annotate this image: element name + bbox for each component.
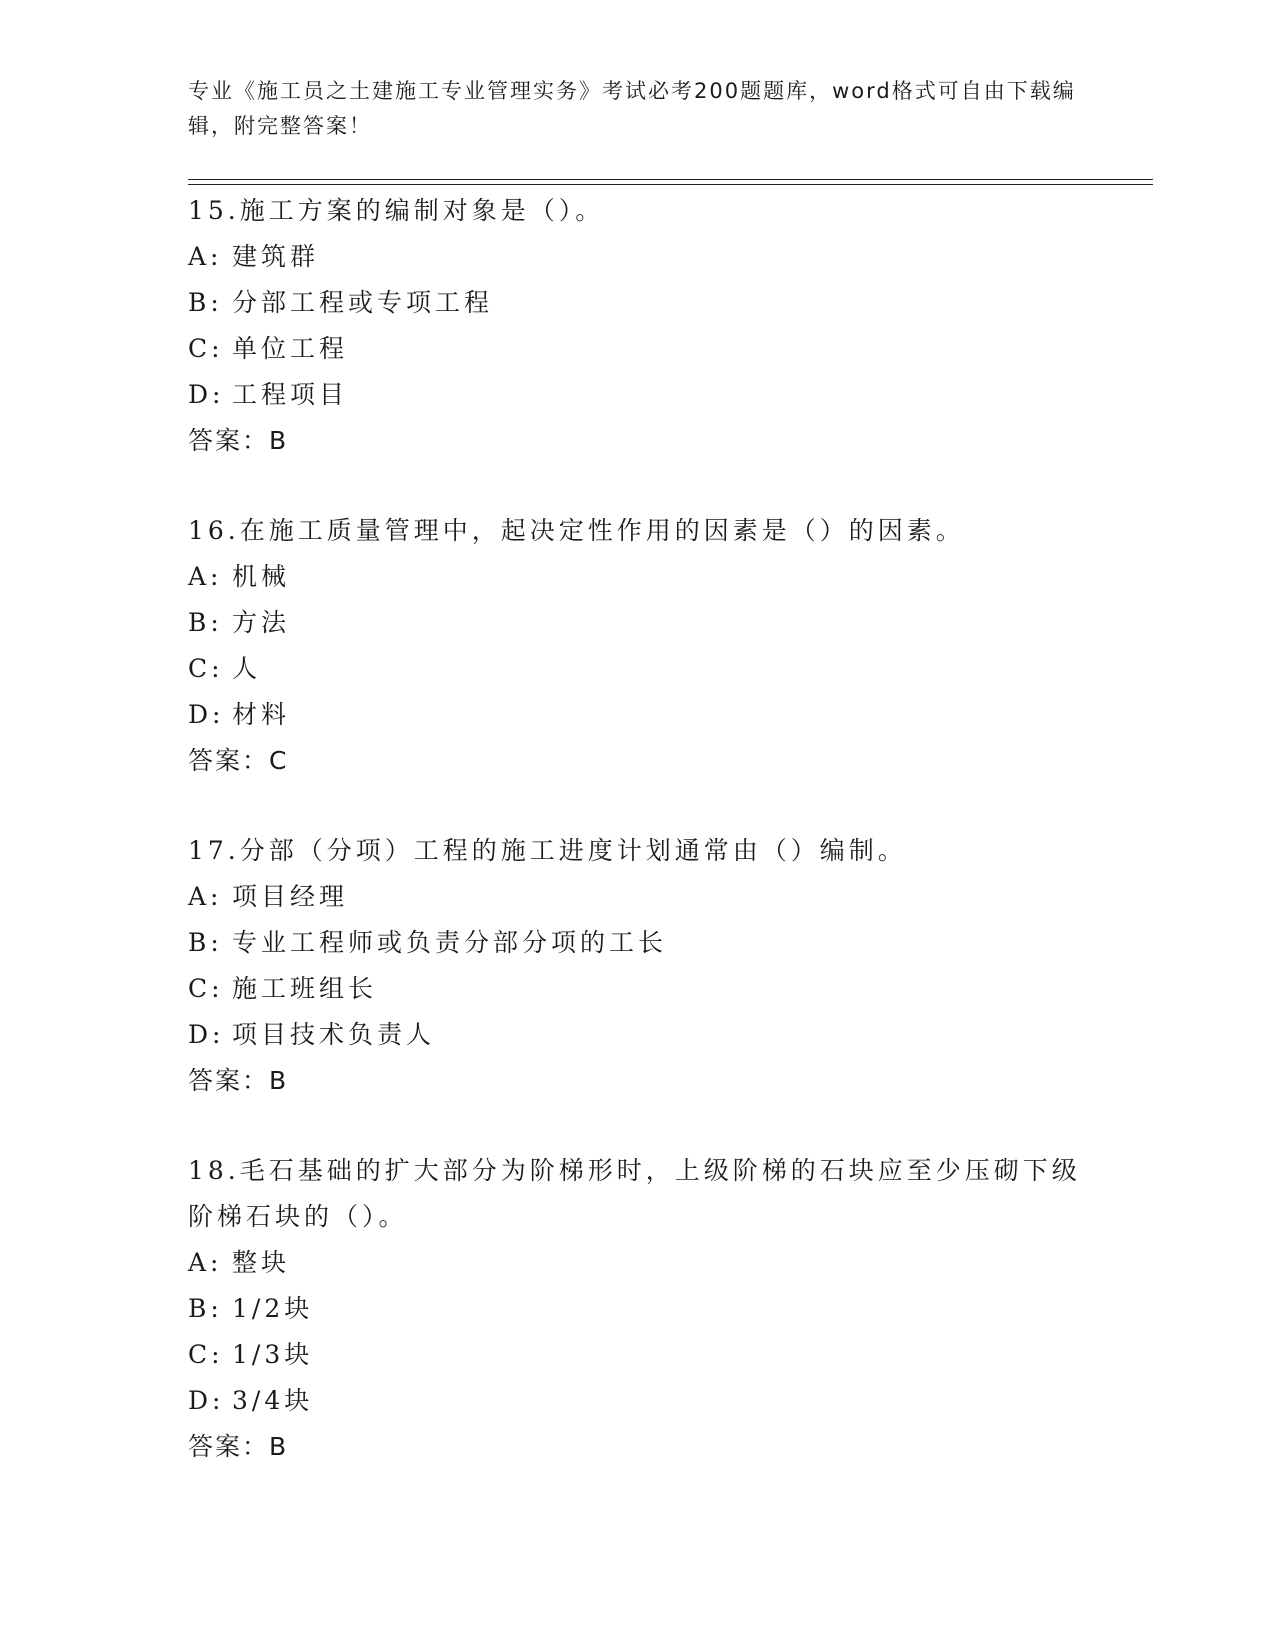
answer-line: 答案：B: [188, 1432, 289, 1461]
option-b: [188, 1286, 1088, 1332]
answer-line: 答案：B: [188, 426, 289, 455]
option-b: [188, 920, 1088, 966]
option-text: 1/2块: [232, 1294, 314, 1323]
option-text: 项目技术负责人: [232, 1020, 436, 1049]
option-d: [188, 372, 1088, 418]
option-text: 方法: [232, 608, 291, 637]
option-key: D:: [188, 380, 225, 409]
option-text: 材料: [232, 700, 291, 729]
option-a: [188, 234, 1088, 280]
option-text: 分部工程或专项工程: [232, 288, 494, 317]
option-text: 项目经理: [232, 882, 349, 911]
question-stem: 17.分部（分项）工程的施工进度计划通常由（）编制。: [188, 836, 907, 865]
option-text: 工程项目: [232, 380, 349, 409]
option-key: D:: [188, 1020, 225, 1049]
question-list: [188, 188, 1088, 1514]
option-a: [188, 1240, 1088, 1286]
option-d: [188, 1378, 1088, 1424]
option-key: A:: [188, 1248, 223, 1277]
option-text: 专业工程师或负责分部分项的工长: [232, 928, 668, 957]
option-key: B:: [188, 928, 223, 957]
option-key: D:: [188, 700, 225, 729]
option-c: [188, 1332, 1088, 1378]
question-16: [188, 508, 1088, 784]
option-b: [188, 600, 1088, 646]
option-key: C:: [188, 1340, 224, 1369]
option-text: 人: [232, 654, 262, 683]
question-17: [188, 828, 1088, 1104]
option-key: B:: [188, 288, 223, 317]
option-text: 建筑群: [232, 242, 320, 271]
option-text: 机械: [232, 562, 291, 591]
option-c: [188, 326, 1088, 372]
option-text: 1/3块: [232, 1340, 314, 1369]
option-b: [188, 280, 1088, 326]
option-text: 整块: [232, 1248, 291, 1277]
option-d: [188, 1012, 1088, 1058]
option-key: B:: [188, 608, 223, 637]
question-18: [188, 1148, 1088, 1470]
option-key: A:: [188, 242, 223, 271]
option-key: B:: [188, 1294, 223, 1323]
option-a: [188, 554, 1088, 600]
option-key: C:: [188, 654, 224, 683]
document-header: 专业《施工员之土建施工专业管理实务》考试必考200题题库，word格式可自由下载编辑，附完整答案！: [188, 79, 1076, 138]
question-15: [188, 188, 1088, 464]
option-text: 单位工程: [232, 334, 349, 363]
option-d: [188, 692, 1088, 738]
question-stem: 18.毛石基础的扩大部分为阶梯形时，上级阶梯的石块应至少压砌下级阶梯石块的（）。: [188, 1156, 1081, 1231]
option-c: [188, 646, 1088, 692]
question-stem: 15.施工方案的编制对象是（）。: [188, 196, 605, 225]
option-a: [188, 874, 1088, 920]
header-divider-top: [188, 179, 1153, 180]
option-text: 3/4块: [232, 1386, 314, 1415]
answer-line: 答案：C: [188, 746, 289, 775]
option-c: [188, 966, 1088, 1012]
option-key: A:: [188, 562, 223, 591]
option-text: 施工班组长: [232, 974, 378, 1003]
option-key: D:: [188, 1386, 225, 1415]
option-key: C:: [188, 334, 224, 363]
answer-line: 答案：B: [188, 1066, 289, 1095]
option-key: A:: [188, 882, 223, 911]
header-divider-bottom: [188, 184, 1153, 185]
option-key: C:: [188, 974, 224, 1003]
question-stem: 16.在施工质量管理中，起决定性作用的因素是（）的因素。: [188, 516, 965, 545]
